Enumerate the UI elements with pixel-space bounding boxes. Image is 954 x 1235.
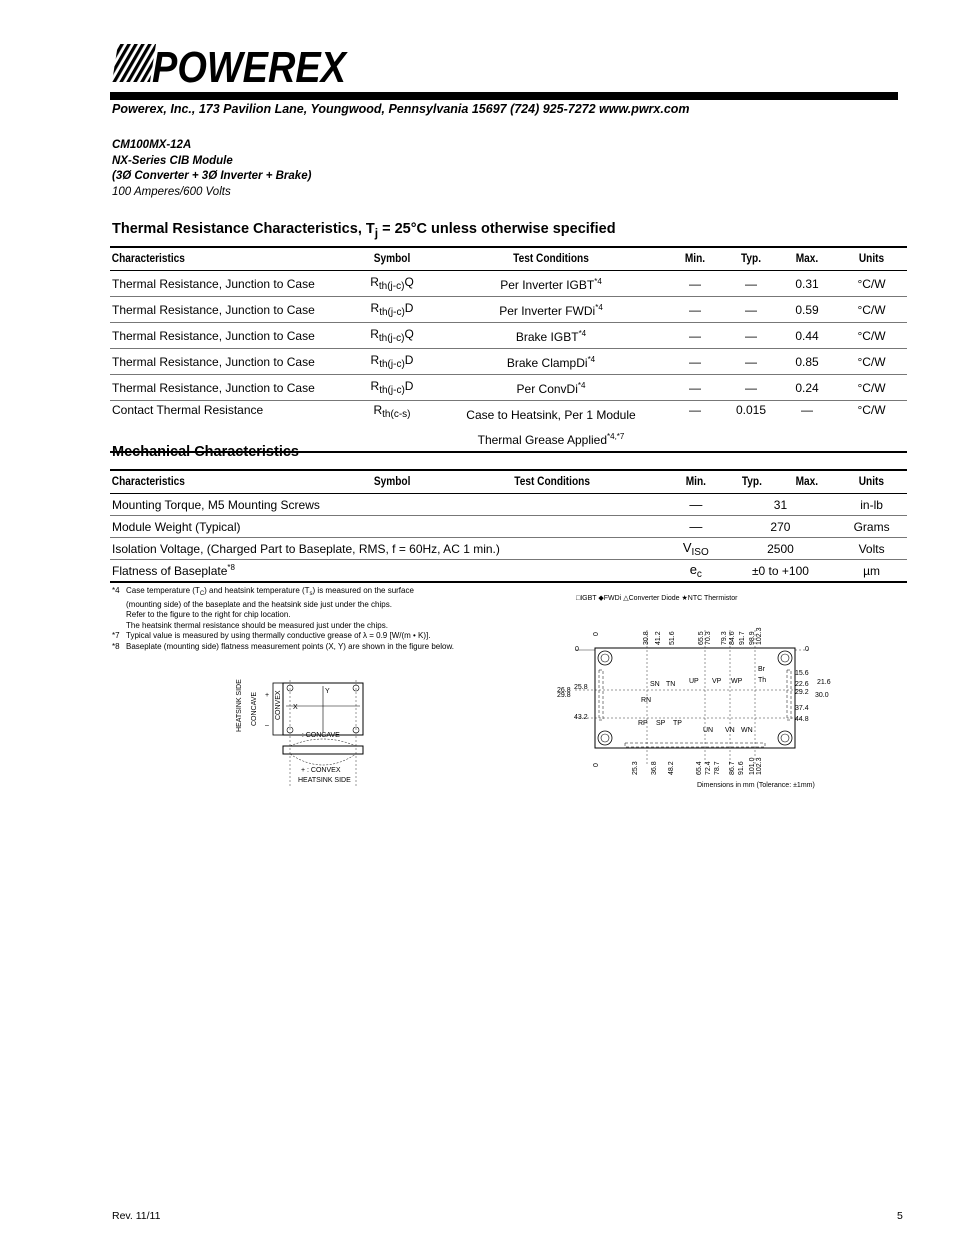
column-header: Max. (781, 247, 832, 271)
symbol-cell (667, 560, 725, 583)
symbol-cell (348, 323, 436, 349)
typ-cell: 270 (725, 516, 837, 538)
chip-label: UP (689, 678, 699, 685)
condition-note: *4 (577, 381, 586, 390)
condition-note: *4 (594, 277, 602, 286)
svg-text:POWEREX: POWEREX (152, 43, 349, 92)
symbol-cell (348, 375, 436, 401)
condition-cell (436, 323, 666, 349)
chip-label: WP (731, 678, 743, 685)
symbol: — (689, 519, 703, 534)
header-rule (110, 92, 898, 100)
min-cell: — (666, 401, 724, 453)
condition-cell (436, 375, 666, 401)
chip-label: VP (712, 678, 722, 685)
typ-cell: 2500 (725, 538, 837, 560)
symbol-subscript: th(j-c) (379, 359, 405, 370)
table-row (110, 323, 907, 349)
condition-line (438, 297, 664, 322)
symbol: R (373, 403, 383, 417)
symbol-suffix: D (404, 301, 414, 315)
top-dimension: 30.8 (643, 631, 650, 645)
characteristic-cell: Thermal Resistance, Junction to Case (110, 271, 348, 297)
right-dimension: 22.6 (795, 681, 809, 688)
chip-label: RP (638, 720, 648, 727)
column-header: Max. (782, 470, 833, 494)
characteristic-cell (110, 494, 667, 516)
characteristic-cell (110, 516, 667, 538)
symbol: R (370, 301, 380, 315)
table-row (110, 516, 907, 538)
right-dimension: 0 (805, 646, 809, 653)
column-header: Typ. (728, 470, 775, 494)
column-header: Symbol (354, 470, 432, 494)
units-cell: °C/W (836, 375, 907, 401)
chip-label: TN (666, 681, 676, 688)
symbol-cell (667, 516, 725, 538)
typ-cell: — (724, 375, 778, 401)
condition-line (438, 349, 664, 374)
typ-cell: ±0 to +100 (725, 560, 837, 583)
units-cell: Grams (836, 516, 907, 538)
table-row (110, 349, 907, 375)
chip-label: SN (650, 681, 660, 688)
column-header: Min. (670, 470, 721, 494)
condition-cell (436, 349, 666, 375)
bottom-dimension: 72.4 (705, 761, 712, 775)
column-header: Test Conditions (450, 470, 653, 494)
bottom-dimension: 48.2 (668, 761, 675, 775)
characteristic-cell: Thermal Resistance, Junction to Case (110, 323, 348, 349)
max-cell: 0.24 (778, 375, 836, 401)
chip-label: UN (703, 727, 714, 734)
bottom-dimension: 65.4 (696, 761, 703, 775)
symbol-subscript: ISO (691, 546, 709, 558)
min-cell: — (666, 323, 724, 349)
part-number: CM100MX-12A (112, 139, 192, 151)
table-row (110, 538, 907, 560)
right-dimension: 21.6 (817, 679, 831, 686)
max-cell: 0.59 (778, 297, 836, 323)
condition-text: Per Inverter FWDi (499, 304, 596, 318)
condition-note: *4 (578, 329, 587, 338)
top-dimension: 102.3 (756, 627, 763, 645)
right-dimension: 44.8 (795, 716, 809, 723)
symbol-cell (348, 401, 436, 453)
product-block (112, 138, 311, 200)
bottom-dimension: 101.0 (749, 757, 756, 775)
note-4: *4 Case temperature $(T_C)$ and heatsink temperature $(T_s)$ is measured on the surface (mounting side) of the baseplate and the heatsink side just under the chips. Refer to the figure to the right for chip location. The heatsink thermal resistance should be measured just under the chips. (112, 586, 414, 630)
symbol: — (689, 497, 703, 512)
symbol-cell (348, 349, 436, 375)
units-cell: µm (836, 560, 907, 583)
right-dimension: 15.6 (795, 670, 809, 677)
top-dimension: 91.7 (739, 631, 746, 645)
symbol-suffix: Q (404, 327, 414, 341)
condition-note: *4 (595, 303, 603, 312)
table-row (110, 297, 907, 323)
typ-cell: — (724, 271, 778, 297)
thermal-section-title: Thermal Resistance Characteristics, $T_j = 25^\circ C$ unless otherwise specified (112, 221, 616, 240)
max-cell: 0.31 (778, 271, 836, 297)
characteristic-cell: Thermal Resistance, Junction to Case (110, 297, 348, 323)
typ-cell: 0.015 (724, 401, 778, 453)
symbol-subscript: th(c-s) (382, 409, 411, 420)
column-header: Min. (669, 247, 720, 271)
chip-label: WN (741, 727, 753, 734)
footnotes (112, 586, 532, 652)
typ-cell: — (724, 349, 778, 375)
condition-cell (436, 297, 666, 323)
characteristic-note: *8 (227, 563, 235, 572)
left-dimension: 43.2 (574, 714, 588, 721)
column-header: Units (840, 247, 902, 271)
typ-cell: 31 (725, 494, 837, 516)
symbol-cell (667, 538, 725, 560)
units-cell: Volts (836, 538, 907, 560)
table-row (110, 375, 907, 401)
right-dimension: 37.4 (795, 705, 809, 712)
top-dimension: 65.5 (698, 631, 705, 645)
bottom-dimension: 25.3 (632, 761, 639, 775)
top-dimension: 79.3 (721, 631, 728, 645)
table-row (110, 271, 907, 297)
product-rating: 100 Amperes/600 Volts (112, 185, 231, 198)
left-dimension: 0 (575, 646, 579, 653)
condition-text: Per ConvDi (516, 382, 578, 396)
top-dimension: 51.6 (669, 631, 676, 645)
condition-note: *4 (587, 355, 596, 364)
symbol-subscript: th(j-c) (379, 307, 405, 318)
condition-line (438, 401, 664, 426)
bottom-dimension: 86.7 (729, 761, 736, 775)
top-dimension: 84.6 (729, 631, 736, 645)
page-number: 5 (897, 1210, 903, 1222)
column-header: Units (840, 470, 902, 494)
symbol-subscript: th(j-c) (378, 281, 405, 292)
bottom-dimension: 91.6 (738, 761, 745, 775)
column-header: Symbol (353, 247, 430, 271)
flatness-figure: HEATSINK SIDE CONCAVE CONVEX + – Y X – : CONCAVE + : CONVEX HEATSINK SIDE (238, 676, 378, 791)
characteristic: Flatness of Baseplate (112, 564, 228, 578)
thermal-table (110, 246, 907, 453)
condition-text-2: Thermal Grease Applied (477, 433, 608, 447)
condition-note-2: *4,*7 (607, 432, 625, 441)
symbol-cell (667, 494, 725, 516)
top-dimension: 98.9 (749, 631, 756, 645)
characteristic: Mounting Torque, M5 Mounting Screws (112, 497, 320, 512)
characteristic-cell: Thermal Resistance, Junction to Case (110, 349, 348, 375)
symbol: R (370, 379, 380, 393)
product-config: (3Ø Converter + 3Ø Inverter + Brake) (112, 170, 312, 182)
condition-text: Case to Heatsink, Per 1 Module (466, 408, 636, 422)
units-cell: °C/W (836, 349, 907, 375)
min-cell: — (666, 375, 724, 401)
min-cell: — (666, 271, 724, 297)
powerex-logo (110, 38, 350, 92)
symbol-cell (348, 271, 436, 297)
condition-text: Brake ClampDi (506, 356, 588, 370)
column-header: Typ. (727, 247, 775, 271)
symbol-suffix: D (404, 379, 414, 393)
max-cell: 0.85 (778, 349, 836, 375)
typ-cell: — (724, 297, 778, 323)
condition-text: Per Inverter IGBT (500, 278, 595, 292)
chip-label: Br (758, 666, 765, 673)
symbol: R (370, 353, 380, 367)
chip-label: SP (656, 720, 666, 727)
condition-cell (436, 271, 666, 297)
note-8: *8 Baseplate (mounting side) flatness measurement points (X, Y) are shown in the figure below. (112, 641, 455, 651)
company-address: Powerex, Inc., 173 Pavilion Lane, Youngwood, Pennsylvania 15697 (724) 925-7272 www.pwrx.com (112, 102, 690, 116)
table-row (110, 560, 907, 583)
mechanical-section-title: Mechanical Characteristics (112, 444, 299, 460)
condition-line-2 (438, 426, 664, 451)
bottom-dimension: 36.8 (651, 761, 658, 775)
bottom-dimension: 102.3 (756, 757, 763, 775)
condition-text: Brake IGBT (515, 330, 579, 344)
table-row (110, 494, 907, 516)
chip-label: TP (673, 720, 682, 727)
symbol-suffix: D (404, 353, 414, 367)
typ-cell: — (724, 323, 778, 349)
right-dimension: 30.0 (815, 692, 829, 699)
product-series: NX-Series CIB Module (112, 154, 233, 167)
condition-line (438, 375, 664, 400)
characteristic: Isolation Voltage, (Charged Part to Baseplate, RMS, f = 60Hz, AC 1 min.) (112, 541, 500, 556)
left-dimension: 26.8 (557, 687, 571, 694)
symbol-subscript: c (696, 568, 702, 580)
revision: Rev. 11/11 (112, 1210, 161, 1222)
column-header: Characteristics (110, 247, 319, 271)
units-cell: °C/W (836, 323, 907, 349)
min-cell: — (666, 349, 724, 375)
symbol: R (370, 275, 379, 289)
characteristic-cell: Thermal Resistance, Junction to Case (110, 375, 348, 401)
symbol-subscript: th(j-c) (378, 333, 405, 344)
symbol-subscript: th(j-c) (379, 385, 405, 396)
symbol: V (682, 539, 692, 555)
condition-cell (436, 401, 666, 453)
bottom-dimension: 78.7 (714, 761, 721, 775)
max-cell: 0.44 (778, 323, 836, 349)
top-dimension: 70.3 (705, 631, 712, 645)
chip-label: Th (758, 677, 767, 684)
chip-label: RN (641, 697, 652, 704)
left-dimension: 29.8 (557, 692, 571, 699)
min-cell: — (666, 297, 724, 323)
units-cell: °C/W (836, 401, 907, 453)
chip-legend: □IGBT ◆FWDi △Converter Diode ★NTC Thermistor (576, 595, 738, 602)
units-cell: °C/W (836, 271, 907, 297)
characteristic-cell (110, 560, 667, 583)
units-cell: °C/W (836, 297, 907, 323)
column-header: Test Conditions (450, 247, 652, 271)
note-7: *7 Typical value is measured by using thermally conductive grease of λ = 0.9 [W/(m • K)]. (112, 631, 431, 640)
max-cell: — (778, 401, 836, 453)
right-dimension: 29.2 (795, 689, 809, 696)
characteristic: Module Weight (Typical) (112, 519, 241, 534)
mechanical-table (110, 469, 907, 583)
symbol-cell (348, 297, 436, 323)
condition-line (438, 271, 664, 296)
characteristic-cell: Contact Thermal Resistance (110, 401, 348, 453)
units-cell: in-lb (836, 494, 907, 516)
column-header: Characteristics (110, 470, 320, 494)
chip-location-figure: SN TN RN RP SP TP UP VP WP UN VN WN Br Th 30.8 41.2 51.6 65.5 70.3 79.3 84.6 91.7 98.9 102.3 25.3 36.8 48.2 65.4 72.4 78.7 86.7 91.6 101.0 102.3 0 25.8 26.8 29.8 43.2 0 15.6 21.6 22.6 29.2 30.0 37.4 44.8 0 0 (555, 590, 835, 795)
top-dimension: 41.2 (655, 631, 662, 645)
symbol: e (689, 561, 697, 577)
condition-line (438, 323, 664, 348)
symbol-suffix: Q (404, 275, 414, 289)
symbol: R (370, 327, 379, 341)
chip-label: VN (725, 727, 735, 734)
dimensions-note: Dimensions in mm (Tolerance: ±1mm) (697, 782, 815, 789)
characteristic-cell (110, 538, 667, 560)
left-dimension: 25.8 (574, 684, 588, 691)
